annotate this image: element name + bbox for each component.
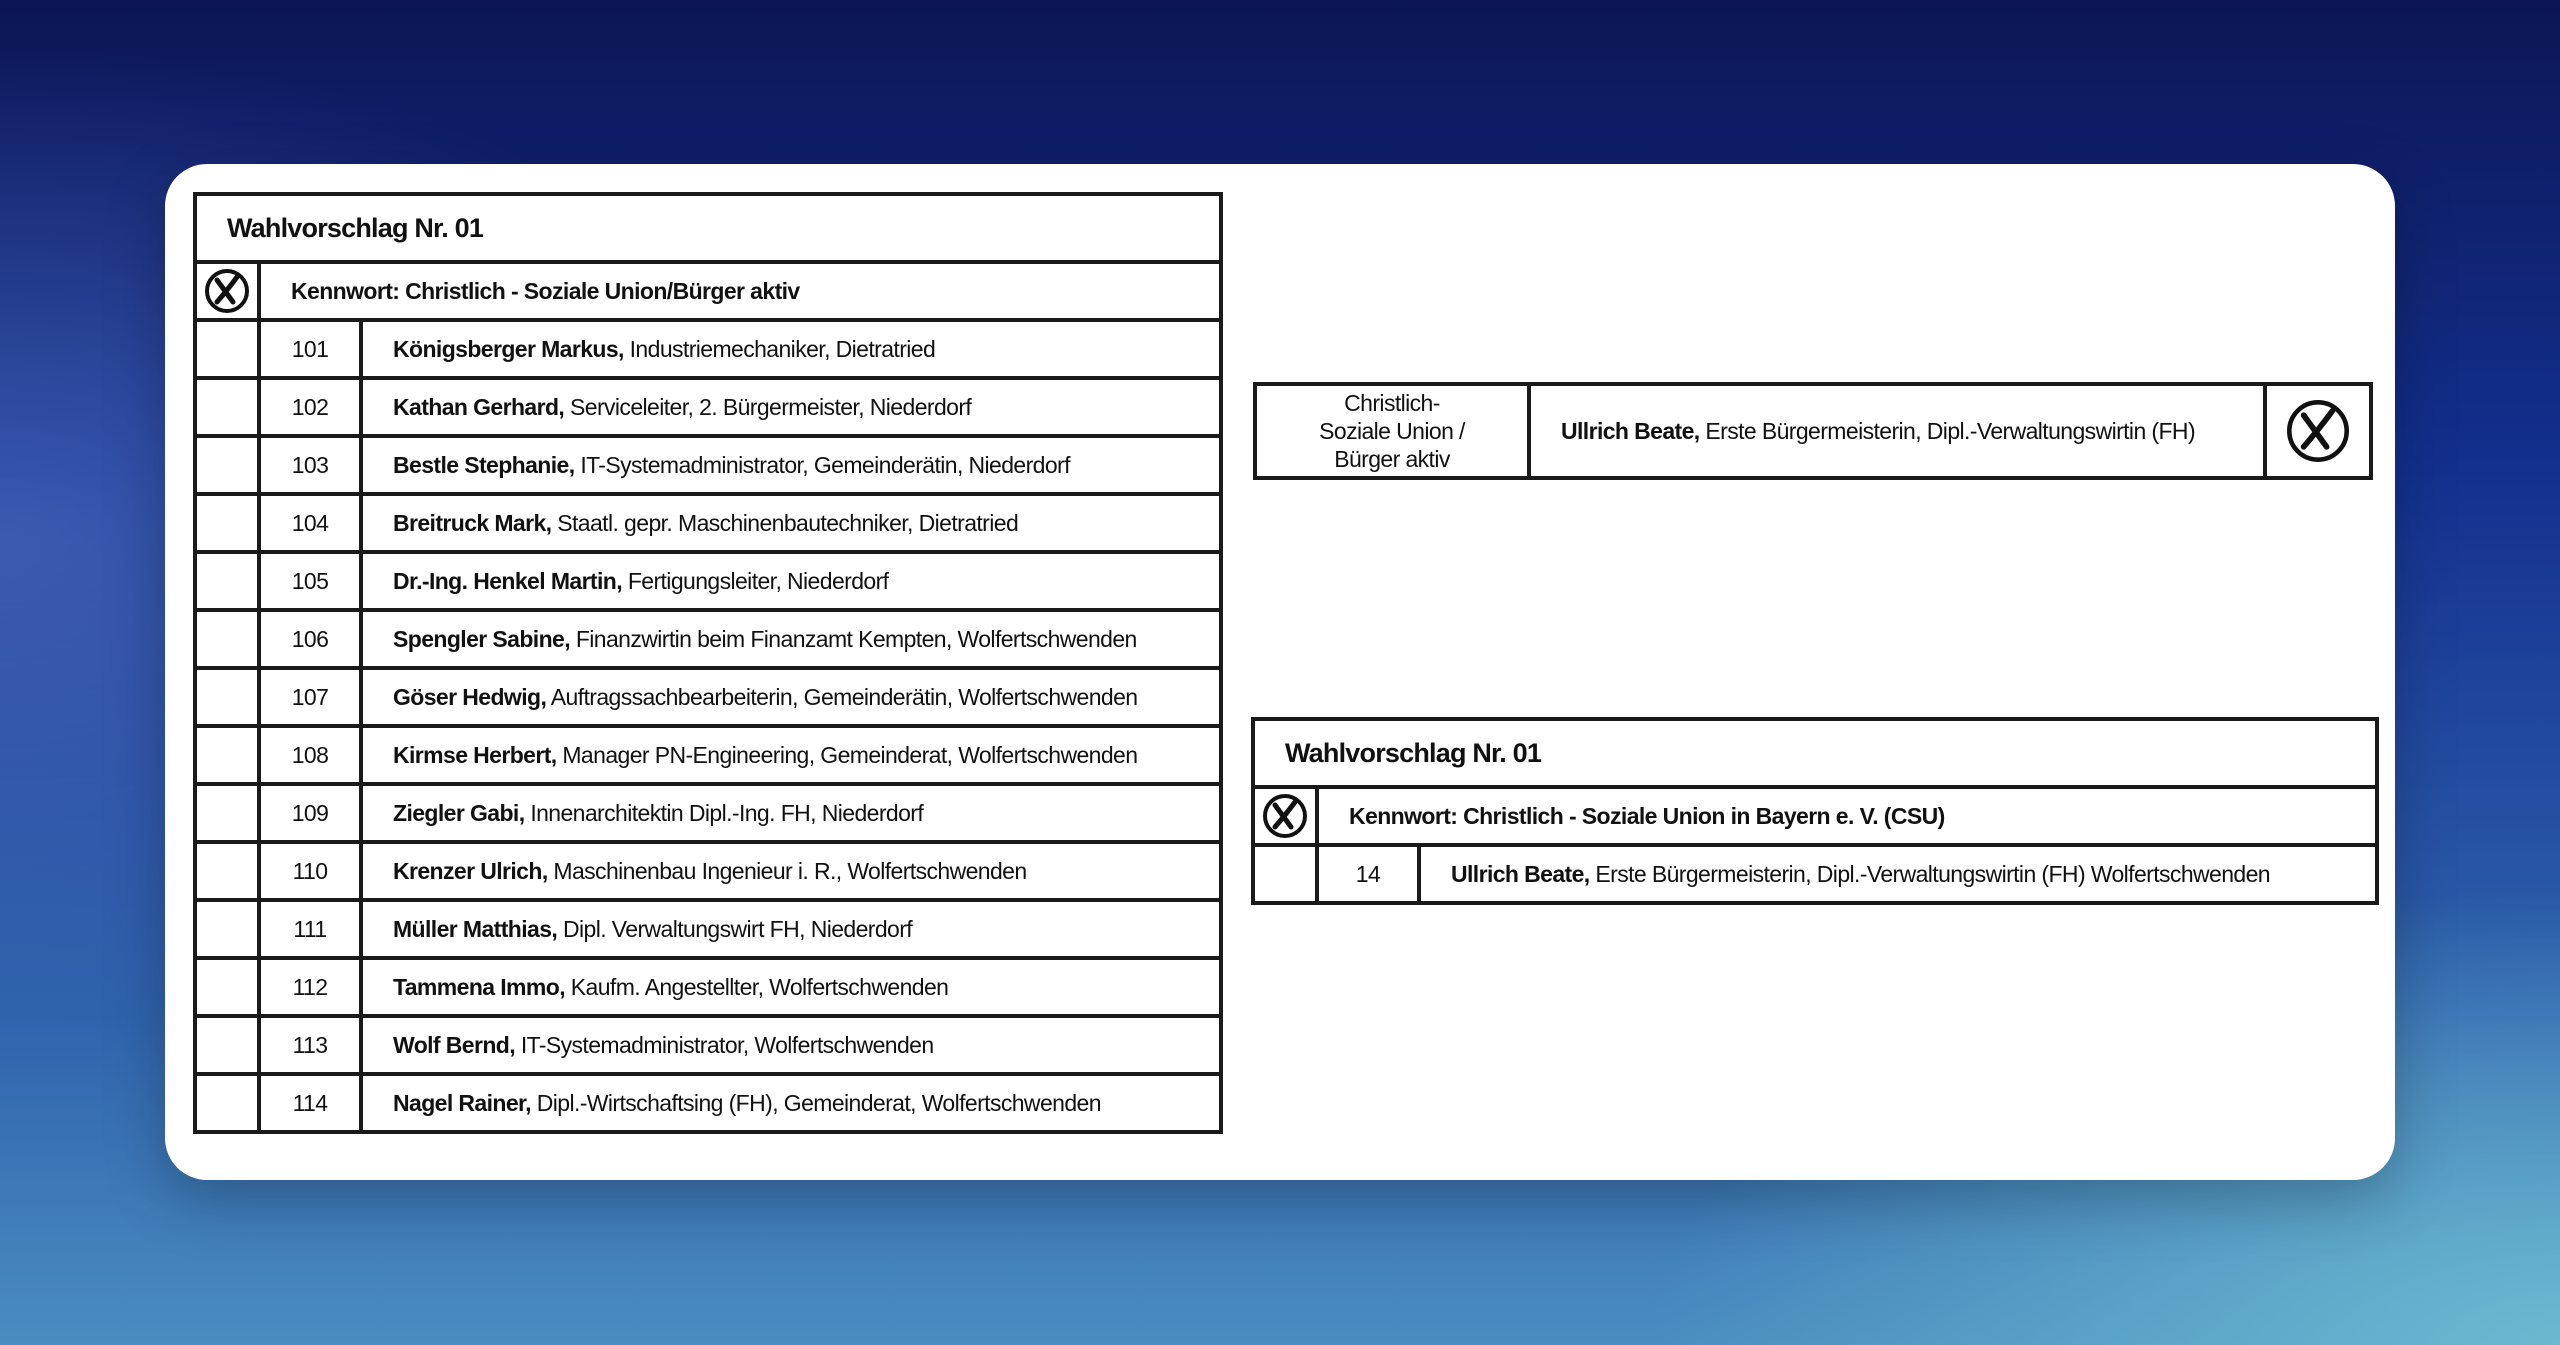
table-row [1253, 845, 2377, 903]
list-title-row [195, 194, 1221, 262]
candidate-number: 113 [259, 1016, 361, 1074]
candidate-cell [361, 552, 1221, 610]
candidate-vote-box[interactable] [195, 900, 259, 958]
candidate-name: Nagel Rainer, [393, 1089, 531, 1116]
candidate-vote-box[interactable] [195, 958, 259, 1016]
candidate-number: 103 [259, 436, 361, 494]
table-row [195, 1074, 1221, 1132]
candidate-name: Ullrich Beate, [1451, 860, 1590, 887]
candidate-number: 112 [259, 958, 361, 1016]
candidate-cell [361, 1016, 1221, 1074]
candidate-detail: Industriemechaniker, Dietratried [629, 335, 936, 362]
candidate-vote-box[interactable] [1253, 845, 1317, 903]
candidate-vote-box[interactable] [195, 552, 259, 610]
csu-list-table [1251, 717, 2379, 905]
candidate-number: 105 [259, 552, 361, 610]
table-row [195, 610, 1221, 668]
candidate-vote-box[interactable] [195, 668, 259, 726]
candidate-name: Bestle Stephanie, [393, 451, 575, 478]
list2-title: Wahlvorschlag Nr. 01 [1253, 719, 2377, 787]
candidate-number: 102 [259, 378, 361, 436]
candidate-name: Spengler Sabine, [393, 625, 571, 652]
candidate-vote-box[interactable] [195, 494, 259, 552]
circled-x-icon [204, 268, 250, 314]
candidate-number: 110 [259, 842, 361, 900]
list2-kennwort-label: Kennwort: Christlich - Soziale Union in Bayern e. V. (CSU) [1317, 787, 2377, 845]
candidate-name: Ziegler Gabi, [393, 799, 525, 826]
table-row [195, 668, 1221, 726]
candidate-name: Krenzer Ulrich, [393, 857, 548, 884]
candidate-detail: Staatl. gepr. Maschinenbautechniker, Dietratried [557, 509, 1019, 536]
candidate-cell [361, 900, 1221, 958]
circled-x-icon [1262, 793, 1308, 839]
candidate-detail: Finanzwirtin beim Finanzamt Kempten, Wolfertschwenden [575, 625, 1137, 652]
candidate-name: Königsberger Markus, [393, 335, 624, 362]
candidate-detail: Dipl. Verwaltungswirt FH, Niederdorf [563, 915, 913, 942]
list2-title-row [1253, 719, 2377, 787]
table-row [195, 842, 1221, 900]
table-row [195, 436, 1221, 494]
list2-party-vote-box[interactable] [1253, 787, 1317, 845]
candidate-cell [361, 494, 1221, 552]
candidate-name: Tammena Immo, [393, 973, 565, 1000]
candidate-cell [361, 842, 1221, 900]
candidate-number: 14 [1317, 845, 1419, 903]
candidate-name: Kirmse Herbert, [393, 741, 557, 768]
candidate-cell [361, 320, 1221, 378]
candidate-cell [361, 784, 1221, 842]
candidate-vote-box[interactable] [195, 378, 259, 436]
mayor-party-cell [1255, 384, 1529, 478]
candidate-name: Müller Matthias, [393, 915, 558, 942]
candidate-cell [361, 378, 1221, 436]
candidate-detail: Manager PN-Engineering, Gemeinderat, Wolfertschwenden [562, 741, 1138, 768]
table-row [195, 900, 1221, 958]
mayor-candidate-name: Ullrich Beate, [1561, 417, 1700, 444]
mayor-candidate-cell [1529, 384, 2265, 478]
candidate-cell [361, 668, 1221, 726]
candidate-list-table [193, 192, 1223, 1134]
candidate-cell [361, 436, 1221, 494]
candidate-number: 111 [259, 900, 361, 958]
list2-kennwort-row [1253, 787, 2377, 845]
candidate-name: Kathan Gerhard, [393, 393, 565, 420]
mayor-row [1255, 384, 2371, 478]
table-row [195, 1016, 1221, 1074]
table-row [195, 552, 1221, 610]
candidate-number: 106 [259, 610, 361, 668]
party-vote-box[interactable] [195, 262, 259, 320]
candidate-cell [361, 726, 1221, 784]
candidate-detail: Kaufm. Angestellter, Wolfertschwenden [570, 973, 949, 1000]
candidate-detail: IT-Systemadministrator, Gemeinderätin, Niederdorf [580, 451, 1070, 478]
candidate-detail: IT-Systemadministrator, Wolfertschwenden [520, 1031, 934, 1058]
kennwort-label: Kennwort: Christlich - Soziale Union/Bürger aktiv [259, 262, 1221, 320]
table-row [195, 726, 1221, 784]
mayor-vote-box[interactable] [2265, 384, 2371, 478]
mayor-candidate-detail: Erste Bürgermeisterin, Dipl.-Verwaltungswirtin (FH) [1705, 417, 2196, 444]
table-row [195, 494, 1221, 552]
kennwort-row [195, 262, 1221, 320]
table-row [195, 958, 1221, 1016]
candidate-cell [1419, 845, 2377, 903]
list-title: Wahlvorschlag Nr. 01 [195, 194, 1221, 262]
table-row [195, 320, 1221, 378]
candidate-vote-box[interactable] [195, 610, 259, 668]
candidate-number: 107 [259, 668, 361, 726]
candidate-detail: Innenarchitektin Dipl.-Ing. FH, Niederdorf [530, 799, 924, 826]
candidate-cell [361, 958, 1221, 1016]
candidate-name: Göser Hedwig, [393, 683, 547, 710]
table-row [195, 784, 1221, 842]
candidate-name: Breitruck Mark, [393, 509, 552, 536]
candidate-cell [361, 1074, 1221, 1132]
mayor-ballot-table [1253, 382, 2373, 480]
mayor-party-line-2: Soziale Union / [1319, 418, 1465, 444]
candidate-detail: Fertigungsleiter, Niederdorf [627, 567, 889, 594]
candidate-vote-box[interactable] [195, 726, 259, 784]
candidate-vote-box[interactable] [195, 784, 259, 842]
candidate-vote-box[interactable] [195, 320, 259, 378]
candidate-name: Dr.-Ing. Henkel Martin, [393, 567, 623, 594]
candidate-vote-box[interactable] [195, 1016, 259, 1074]
candidate-number: 109 [259, 784, 361, 842]
candidate-number: 101 [259, 320, 361, 378]
candidate-vote-box[interactable] [195, 1074, 259, 1132]
candidate-detail: Maschinenbau Ingenieur i. R., Wolfertschwenden [553, 857, 1027, 884]
candidate-number: 108 [259, 726, 361, 784]
candidate-detail: Auftragssachbearbeiterin, Gemeinderätin, Wolfertschwenden [550, 683, 1138, 710]
circled-x-icon [2285, 398, 2351, 464]
table-row [195, 378, 1221, 436]
mayor-party-line-1: Christlich- [1344, 390, 1440, 416]
candidate-detail: Serviceleiter, 2. Bürgermeister, Niederdorf [570, 393, 972, 420]
mayor-party-line-3: Bürger aktiv [1334, 446, 1450, 472]
candidate-detail: Erste Bürgermeisterin, Dipl.-Verwaltungswirtin (FH) Wolfertschwenden [1595, 860, 2270, 887]
candidate-vote-box[interactable] [195, 436, 259, 494]
candidate-number: 104 [259, 494, 361, 552]
candidate-number: 114 [259, 1074, 361, 1132]
candidate-cell [361, 610, 1221, 668]
candidate-name: Wolf Bernd, [393, 1031, 516, 1058]
candidate-vote-box[interactable] [195, 842, 259, 900]
ballot-card [165, 164, 2395, 1180]
candidate-detail: Dipl.-Wirtschaftsing (FH), Gemeinderat, Wolfertschwenden [536, 1089, 1101, 1116]
